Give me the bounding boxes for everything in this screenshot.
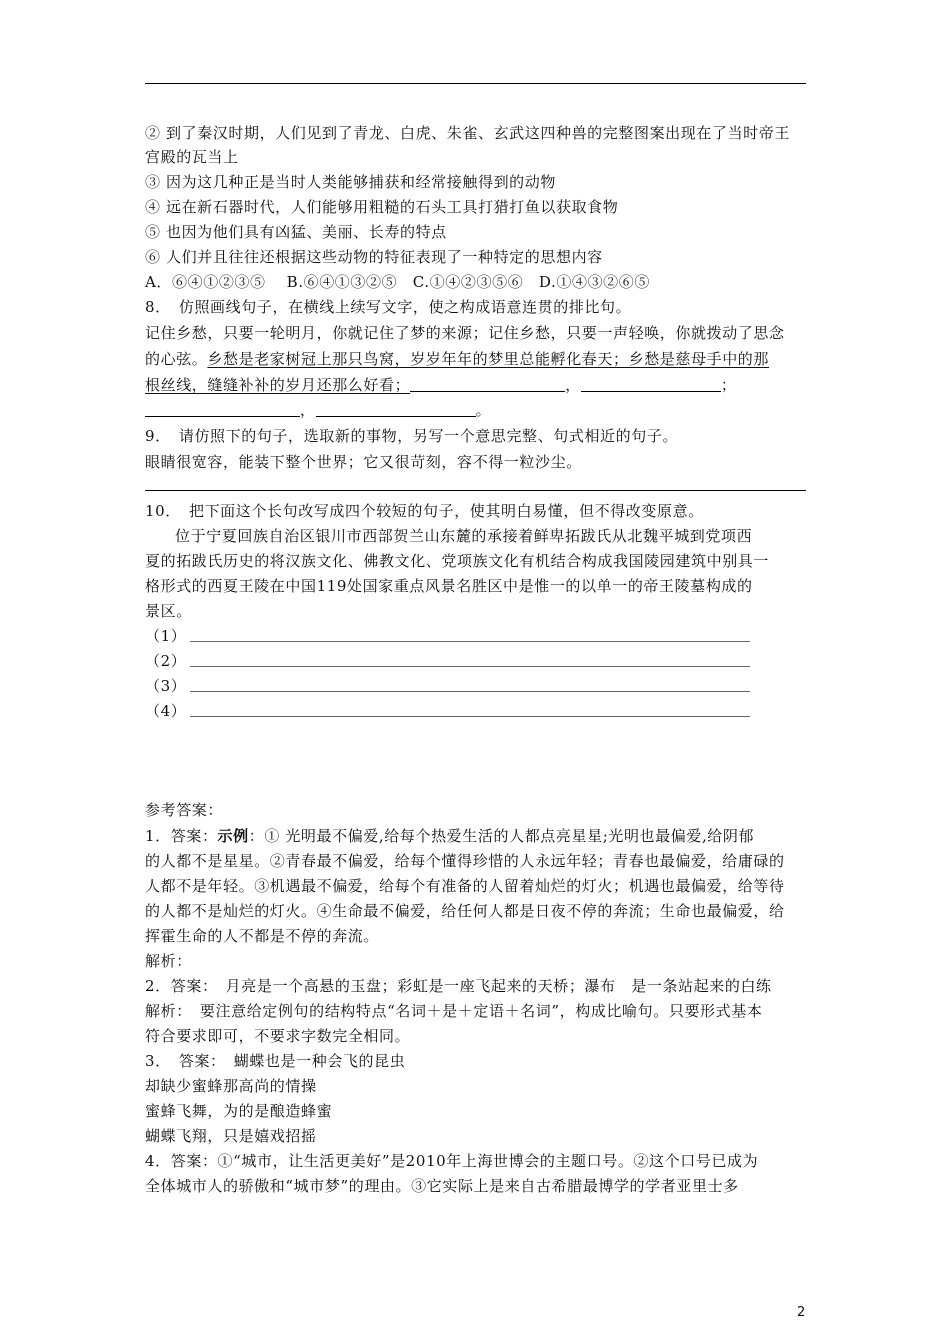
answer-3-line-4: 蝴蝶飞翔，只是嬉戏招摇	[145, 1127, 317, 1145]
q8-underlined-sentence: 乡愁是老家树冠上那只鸟窝，岁岁年年的梦里总能孵化春天；乡愁是慈母手中的那	[207, 350, 770, 368]
q10-blank-row-2	[145, 650, 750, 672]
answer-3-line-1: 3． 答案： 蝴蝶也是一种会飞的昆虫	[145, 1052, 406, 1070]
q9-answer-line[interactable]	[145, 490, 806, 491]
q10-blank-label-4: （4）	[145, 702, 187, 720]
answers-header: 参考答案：	[145, 801, 224, 819]
q7-option-2: ② 到了秦汉时期，人们见到了青龙、白虎、朱雀、玄武这四种兽的完整图案出现在了当时帝王	[145, 124, 790, 142]
q8-title: 8． 仿照画线句子，在横线上续写文字，使之构成语意连贯的排比句。	[145, 298, 632, 316]
q8-line-4	[145, 399, 491, 421]
page-number: 2	[797, 1305, 806, 1320]
answer-3-line-3: 蜜蜂飞舞，为的是酿造蜂蜜	[145, 1102, 333, 1120]
answer-1-analysis: 解析：	[145, 952, 192, 970]
q8-comma-2: ，	[300, 401, 316, 419]
q8-comma-1: ，	[565, 376, 581, 394]
q10-passage-3: 格形式的西夏王陵在中国119处国家重点风景名胜区中是惟一的以单一的帝王陵墓构成的	[145, 577, 753, 595]
q7-option-6: ⑥ 人们并且往往还根据这些动物的特征表现了一种特定的思想内容	[145, 248, 603, 266]
q8-underlined-sentence-cont: 根丝线，缝缝补补的岁月还那么好看；	[145, 376, 411, 394]
q8-period: 。	[475, 401, 492, 419]
q8-blank-2[interactable]	[581, 375, 721, 392]
header-rule	[145, 83, 806, 84]
answer-1-label: 1．答案：	[145, 827, 218, 845]
q7-choices: A．⑥④①②③⑤ B.⑥④①③②⑤ C.①④②③⑤⑥ D.①④③②⑥⑤	[145, 273, 650, 291]
q10-answer-line-2[interactable]	[190, 652, 750, 667]
answer-3-line-2: 却缺少蜜蜂那高尚的情操	[145, 1077, 317, 1095]
q7-option-4: ④ 远在新石器时代，人们能够用粗糙的石头工具打猎打鱼以获取食物	[145, 198, 619, 216]
q10-blank-row-4	[145, 700, 750, 722]
answer-2-line-2: 解析： 要注意给定例句的结构特点“名词＋是＋定语＋名词”，构成比喻句。只要形式基本	[145, 1002, 763, 1020]
q7-option-5: ⑤ 也因为他们具有凶猛、美丽、长寿的特点	[145, 223, 447, 241]
q8-blank-1[interactable]	[410, 375, 565, 392]
q7-option-3: ③ 因为这几种正是当时人类能够捕获和经常接触得到的动物	[145, 173, 556, 191]
q10-passage-1: 位于宁夏回族自治区银川市西部贺兰山东麓的承接着鲜卑拓跋氏从北魏平城到党项西	[175, 527, 753, 545]
q10-answer-line-3[interactable]	[190, 677, 750, 692]
answer-1-text: ：① 光明最不偏爱,给每个热爱生活的人都点亮星星;光明也最偏爱,给阴郁	[248, 827, 755, 845]
q8-semicolon: ；	[720, 376, 737, 394]
answer-1-line-5: 挥霍生命的人不都是不停的奔流。	[145, 927, 380, 945]
q10-passage-2: 夏的拓跋氏历史的将汉族文化、佛教文化、党项族文化有机结合构成我国陵园建筑中别具一	[145, 552, 770, 570]
answer-4-line-1: 4．答案：①“城市，让生活更美好”是2010年上海世博会的主题口号。②这个口号已成为	[145, 1152, 759, 1170]
q8-line-1: 记住乡愁，只要一轮明月，你就记住了梦的来源；记住乡愁，只要一声轻唤，你就拨动了思念	[145, 324, 785, 342]
q7-option-2-cont: 宫殿的瓦当上	[145, 148, 239, 166]
answer-1-example-label: 示例	[217, 827, 249, 845]
q9-title: 9． 请仿照下的句子，选取新的事物，另写一个意思完整、句式相近的句子。	[145, 427, 679, 445]
answer-1-line-1	[145, 825, 754, 847]
q9-example: 眼睛很宽容，能装下整个世界；它又很苛刻，容不得一粒沙尘。	[145, 453, 582, 471]
answer-1-line-4: 的人都不是灿烂的灯火。④生命最不偏爱，给任何人都是日夜不停的奔流；生命也最偏爱，给	[145, 902, 785, 920]
answer-4-line-2: 全体城市人的骄傲和“城市梦”的理由。③它实际上是来自古希腊最博学的学者亚里士多	[145, 1177, 739, 1195]
answer-1-line-2: 的人都不是星星。②青春最不偏爱，给每个懂得珍惜的人永远年轻；青春也最偏爱，给庸碌的	[145, 852, 785, 870]
q10-answer-line-1[interactable]	[190, 627, 750, 642]
answer-1-line-3: 人都不是年轻。③机遇最不偏爱，给每个有准备的人留着灿烂的灯火；机遇也最偏爱，给等待	[145, 877, 785, 895]
q8-line-2-start: 的心弦。	[145, 350, 208, 368]
q10-blank-row-1	[145, 625, 750, 647]
q10-blank-label-3: （3）	[145, 677, 187, 695]
q8-line-2	[145, 348, 769, 370]
q8-blank-3[interactable]	[145, 400, 300, 417]
q10-passage-4: 景区。	[145, 602, 192, 620]
answer-2-line-1: 2．答案： 月亮是一个高悬的玉盘；彩虹是一座飞起来的天桥；瀑布 是一条站起来的白练	[145, 977, 772, 995]
q10-blank-label-2: （2）	[145, 652, 187, 670]
q10-blank-row-3	[145, 675, 750, 697]
q8-line-3	[145, 374, 736, 396]
q10-title: 10． 把下面这个长句改写成四个较短的句子，使其明白易懂，但不得改变原意。	[145, 502, 704, 520]
q10-blank-label-1: （1）	[145, 627, 187, 645]
q8-blank-4[interactable]	[316, 400, 476, 417]
q10-answer-line-4[interactable]	[190, 702, 750, 717]
answer-2-line-3: 符合要求即可，不要求字数完全相同。	[145, 1027, 411, 1045]
